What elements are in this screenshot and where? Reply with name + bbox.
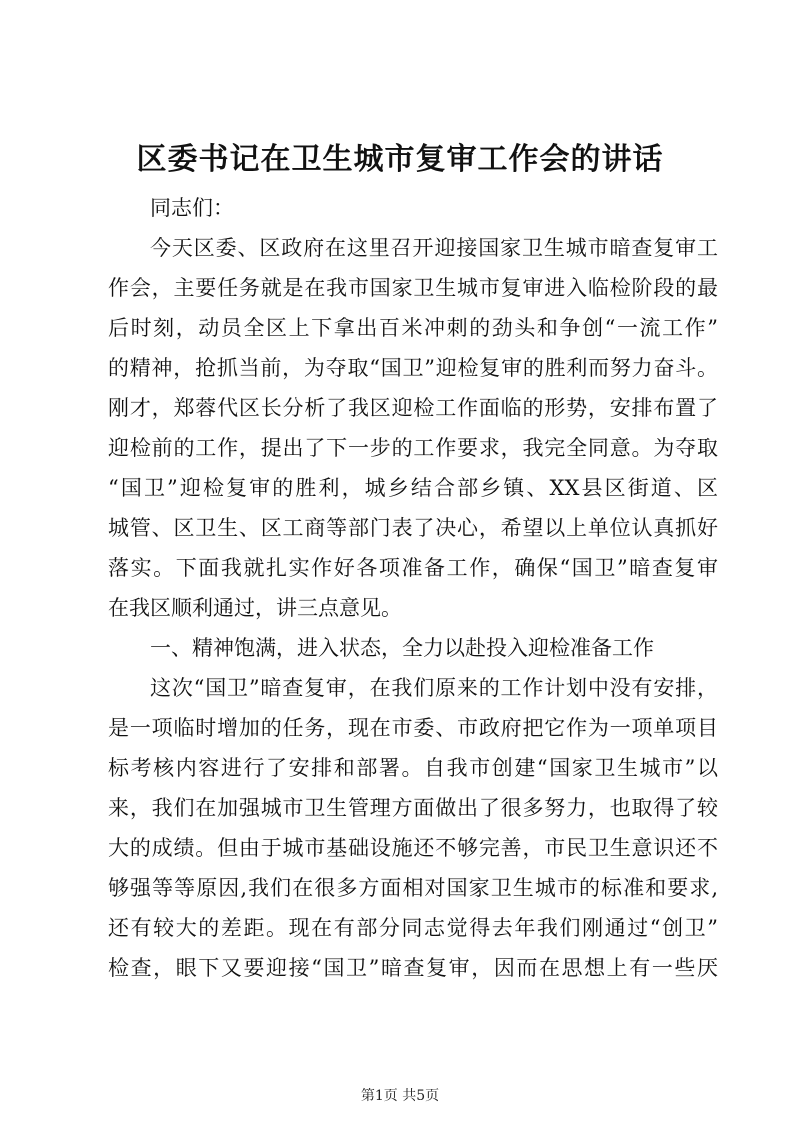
body-line: 来，我们在加强城市卫生管理方面做出了很多努力，也取得了较 <box>108 796 718 820</box>
document-title: 区委书记在卫生城市复审工作会的讲话 <box>136 142 664 177</box>
body-line: 标考核内容进行了安排和部署。自我市创建“国家卫生城市”以 <box>108 756 718 780</box>
body-line: 这次“国卫”暗查复审，在我们原来的工作计划中没有安排， <box>150 676 718 700</box>
body-line: 迎检前的工作，提出了下一步的工作要求，我完全同意。为夺取 <box>108 436 718 460</box>
body-line: 还有较大的差距。现在有部分同志觉得去年我们刚通过“创卫” <box>108 916 718 940</box>
body-line: 今天区委、区政府在这里召开迎接国家卫生城市暗查复审工 <box>150 236 718 260</box>
body-line: 在我区顺利通过，讲三点意见。 <box>108 596 402 620</box>
section-heading: 一、精神饱满，进入状态，全力以赴投入迎检准备工作 <box>150 636 654 660</box>
salutation-line: 同志们： <box>150 196 234 220</box>
body-line: 是一项临时增加的任务，现在市委、市政府把它作为一项单项目 <box>108 716 718 740</box>
body-line: 作会，主要任务就是在我市国家卫生城市复审进入临检阶段的最 <box>108 276 718 300</box>
body-line: 落实。下面我就扎实作好各项准备工作，确保“国卫”暗查复审 <box>108 556 718 580</box>
document-body <box>108 188 718 988</box>
body-line: 的精神，抢抓当前，为夺取“国卫”迎检复审的胜利而努力奋斗。 <box>108 356 718 380</box>
body-line: 够强等等原因,我们在很多方面相对国家卫生城市的标准和要求, <box>108 876 718 900</box>
body-line: 后时刻，动员全区上下拿出百米冲刺的劲头和争创“一流工作” <box>108 316 718 340</box>
body-line: 大的成绩。但由于城市基础设施还不够完善，市民卫生意识还不 <box>108 836 718 860</box>
page-number-footer: 第1页 共5页 <box>360 1088 440 1104</box>
body-line: 检查，眼下又要迎接“国卫”暗查复审，因而在思想上有一些厌 <box>108 956 718 980</box>
body-line: 刚才，郑蓉代区长分析了我区迎检工作面临的形势，安排布置了 <box>108 396 718 420</box>
body-line: 城管、区卫生、区工商等部门表了决心，希望以上单位认真抓好 <box>108 516 718 540</box>
body-line: “国卫”迎检复审的胜利，城乡结合部乡镇、XX县区街道、区 <box>108 476 718 500</box>
